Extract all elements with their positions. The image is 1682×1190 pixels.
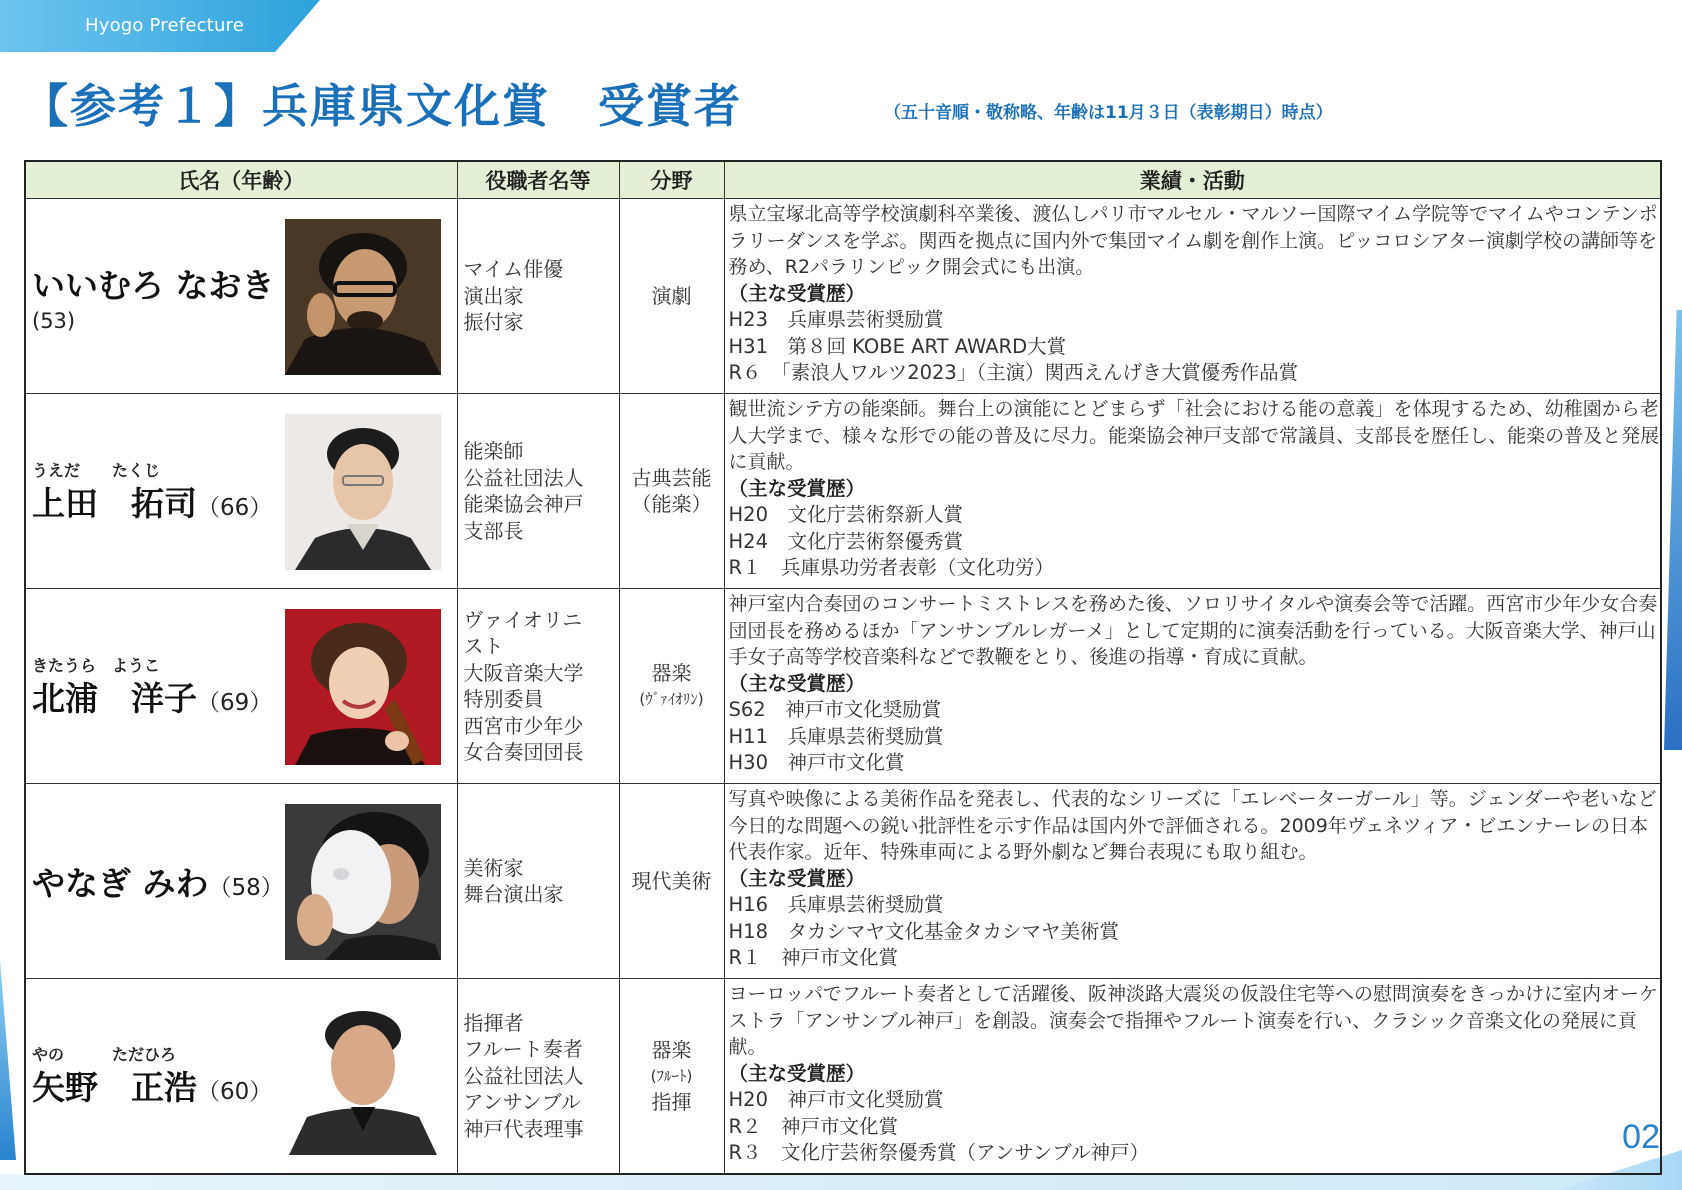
- role-line: 能楽師: [463, 439, 524, 463]
- decorative-footer-band: [0, 1174, 1682, 1190]
- award-item: H24 文化庁芸術祭優秀賞: [728, 529, 963, 553]
- column-header-achievements: 業績・活動: [724, 161, 1661, 199]
- awards-heading: （主な受賞歴）: [728, 1061, 866, 1085]
- prefecture-label: Hyogo Prefecture: [85, 15, 245, 36]
- achievement-description: 観世流シテ方の能楽師。舞台上の演能にとどまらず「社会における能の意義」を体現するため、幼稚園から老人大学まで、様々な形での能の普及に尽力。能楽協会神戸支部で常議員、支部長を歴任し、能楽の普及と発展に貢献。: [728, 398, 1660, 473]
- award-item: R２ 神戸市文化賞: [728, 1114, 899, 1138]
- role-line: スト: [463, 634, 504, 658]
- award-item: H11 兵庫県芸術奨励賞: [728, 724, 944, 748]
- field-label: 演劇: [651, 284, 692, 308]
- table-row: [25, 199, 1661, 394]
- awards-heading: （主な受賞歴）: [728, 281, 866, 305]
- role-line: 能楽協会神戸: [463, 492, 584, 516]
- awards-heading: （主な受賞歴）: [728, 671, 866, 695]
- role-line: アンサンブル: [463, 1090, 581, 1114]
- field-sub-label: (ﾌﾙｰﾄ): [650, 1066, 693, 1085]
- role-line: フルート奏者: [463, 1037, 583, 1061]
- field-cell: [619, 394, 724, 589]
- awardees-table: [24, 160, 1662, 1175]
- role-line: 西宮市少年少: [463, 713, 584, 738]
- page-title: 【参考１】兵庫県文化賞 受賞者: [22, 79, 742, 133]
- field-label-secondary: 指揮: [651, 1089, 692, 1114]
- name-reading: やの ただひろ: [32, 1045, 177, 1065]
- page-number: 02: [1622, 1118, 1660, 1156]
- achievement-description: 写真や映像による美術作品を発表し、代表的なシリーズに「エレベーターガール」等。ジェンダーや老いなど今日的な問題への鋭い批評性を示す作品は国内外で評価される。2009年ヴェネツィア・ビエンナーレの日本代表作家。近年、特殊車両による野外劇など舞台表現にも取り組む。: [728, 788, 1657, 863]
- awardee-age: （66）: [197, 494, 273, 521]
- role-line: 振付家: [463, 310, 524, 335]
- award-item: H16 兵庫県芸術奨励賞: [728, 893, 944, 916]
- awardee-photo: [285, 414, 441, 570]
- award-item: H30 神戸市文化賞: [728, 751, 905, 774]
- field-cell: [619, 589, 724, 784]
- awardee-age: （69）: [197, 689, 273, 716]
- awardee-name: 北浦 洋子: [32, 678, 197, 718]
- award-item: R３ 文化庁芸術祭優秀賞（アンサンブル神戸）: [728, 1141, 1150, 1164]
- awardee-name: 上田 拓司: [32, 483, 197, 523]
- column-header-role: 役職者名等: [457, 161, 619, 199]
- table-row: [25, 784, 1661, 979]
- awardee-photo: [285, 219, 441, 375]
- field-cell: [619, 979, 724, 1174]
- role-line: 神戸代表理事: [463, 1116, 584, 1141]
- award-item: H20 神戸市文化奨励賞: [728, 1088, 944, 1111]
- field-cell: [619, 199, 724, 394]
- table-row: [25, 979, 1661, 1174]
- role-line: 演出家: [463, 283, 524, 308]
- awardee-name: やなぎ みわ: [32, 863, 209, 903]
- award-item: H20 文化庁芸術祭新人賞: [728, 503, 963, 526]
- role-line: 大阪音楽大学: [463, 660, 584, 685]
- name-cell: [25, 589, 457, 784]
- awardee-age: (53): [32, 308, 76, 333]
- role-line: ヴァイオリニ: [463, 607, 583, 632]
- awardee-age: （60）: [197, 1079, 273, 1106]
- achievements-cell: [724, 394, 1661, 589]
- awardee-photo: [285, 999, 441, 1155]
- field-label: 現代美術: [631, 869, 712, 893]
- achievements-cell: [724, 199, 1661, 394]
- role-line: 公益社団法人: [463, 1063, 584, 1088]
- role-cell: [457, 589, 619, 784]
- field-label: 器楽: [651, 1037, 692, 1062]
- award-item: R１ 兵庫県功労者表彰（文化功労）: [728, 556, 1055, 579]
- name-cell: [25, 784, 457, 979]
- awardee-name: 矢野 正浩: [32, 1068, 197, 1108]
- name-reading: うえだ たくじ: [32, 460, 161, 480]
- achievement-description: 神戸室内合奏団のコンサートミストレスを務めた後、ソロリサイタルや演奏会等で活躍。西宮市少年少女合奏団団長を務めるほか「アンサンブルレガーメ」として定期的に演奏活動を行っている。大阪音楽大学、神戸山手女子高等学校音楽科などで教鞭をとり、後進の指導・育成に貢献。: [728, 593, 1658, 668]
- name-cell: [25, 394, 457, 589]
- achievement-description: ヨーロッパでフルート奏者として活躍後、阪神淡路大震災の仮設住宅等への慰問演奏をきっかけに室内オーケストラ「アンサンブル神戸」を創設。演奏会で指揮やフルート演奏を行い、クラシック音楽文化の発展に貢献。: [728, 983, 1658, 1058]
- awardee-age: （58）: [208, 874, 284, 901]
- field-sub-label: （能楽）: [631, 492, 712, 516]
- name-reading: きたうら ようこ: [32, 655, 161, 675]
- role-line: 舞台演出家: [463, 882, 564, 906]
- award-item: H31 第８回 KOBE ART AWARD大賞: [728, 334, 1067, 358]
- column-header-field: 分野: [619, 161, 724, 199]
- role-cell: [457, 979, 619, 1174]
- role-line: マイム俳優: [463, 257, 564, 282]
- field-sub-label: (ｳﾞｧｲｵﾘﾝ): [639, 690, 704, 708]
- role-cell: [457, 394, 619, 589]
- achievements-cell: [724, 589, 1661, 784]
- table-row: [25, 589, 1661, 784]
- page-note: （五十音順・敬称略、年齢は11月３日（表彰期日）時点）: [884, 103, 1333, 123]
- awardee-photo: [285, 804, 441, 960]
- role-line: 公益社団法人: [463, 465, 584, 490]
- table-header-row: [25, 161, 1661, 199]
- name-cell: [25, 979, 457, 1174]
- table-row: [25, 394, 1661, 589]
- role-line: 女合奏団団長: [463, 740, 584, 764]
- field-label: 器楽: [651, 661, 692, 685]
- role-cell: [457, 784, 619, 979]
- achievement-description: 県立宝塚北高等学校演劇科卒業後、渡仏しパリ市マルセル・マルソー国際マイム学院等でマイムやコンテンポラリーダンスを学ぶ。関西を拠点に国内外で集団マイム劇を創作上演。ピッコロシアター演劇学校の講師等を務め、R2パラリンピック開会式にも出演。: [728, 203, 1658, 278]
- field-cell: [619, 784, 724, 979]
- awardee-photo: [285, 609, 441, 765]
- award-item: H23 兵庫県芸術奨励賞: [728, 308, 944, 331]
- decorative-stripe-right: [1664, 310, 1682, 750]
- achievements-cell: [724, 784, 1661, 979]
- role-line: 特別委員: [463, 687, 544, 711]
- awards-heading: （主な受賞歴）: [728, 476, 866, 500]
- award-item: R６ 「素浪人ワルツ2023」（主演）関西えんげき大賞優秀作品賞: [728, 361, 1299, 384]
- name-cell: [25, 199, 457, 394]
- awards-heading: （主な受賞歴）: [728, 866, 866, 890]
- award-item: H18 タカシマヤ文化基金タカシマヤ美術賞: [728, 919, 1119, 943]
- field-label: 古典芸能: [631, 466, 712, 490]
- role-line: 指揮者: [463, 1010, 524, 1035]
- role-cell: [457, 199, 619, 394]
- award-item: S62 神戸市文化奨励賞: [728, 698, 942, 721]
- awardee-name: いいむろ なおき: [32, 265, 275, 305]
- role-line: 支部長: [463, 518, 524, 543]
- column-header-name: 氏名（年齢）: [25, 161, 457, 199]
- role-line: 美術家: [463, 855, 524, 880]
- achievements-cell: [724, 979, 1661, 1174]
- decorative-stripe-left: [0, 960, 16, 1160]
- award-item: R１ 神戸市文化賞: [728, 946, 899, 969]
